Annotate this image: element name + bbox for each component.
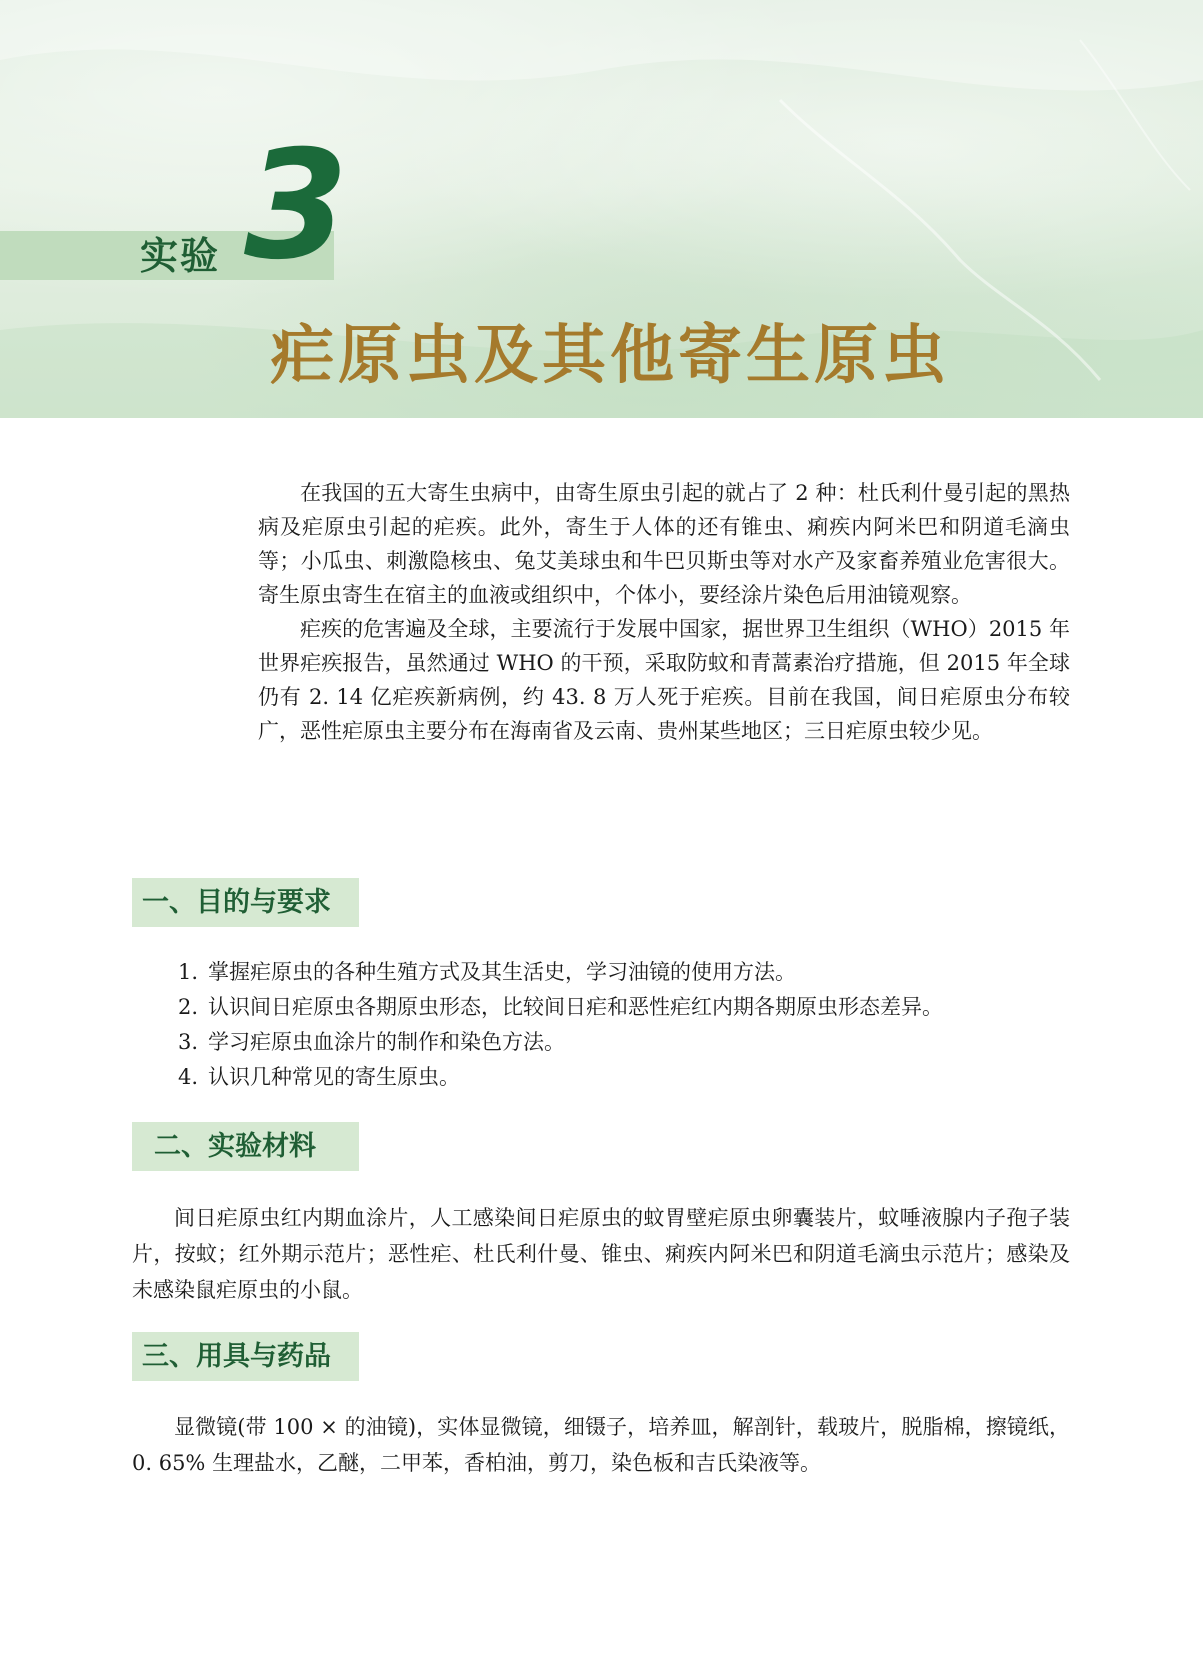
list-item-number: 2. xyxy=(178,995,199,1019)
intro-text xyxy=(258,476,1070,748)
list-item-text: 学习疟原虫血涂片的制作和染色方法。 xyxy=(208,1030,565,1054)
list-item-number: 1. xyxy=(178,960,199,984)
list-item xyxy=(178,955,943,990)
list-item-number: 4. xyxy=(178,1065,199,1089)
objectives-list xyxy=(178,955,943,1095)
list-item-text: 认识几种常见的寄生原虫。 xyxy=(208,1065,460,1089)
chapter-label: 实验 xyxy=(140,234,221,278)
tools-text: 显微镜(带 100 × 的油镜)，实体显微镜，细镊子，培养皿，解剖针，载玻片，脱脂棉，擦镜纸，0. 65% 生理盐水，乙醚，二甲苯，香柏油，剪刀，染色板和吉氏染液等。 xyxy=(132,1415,1070,1475)
section-heading-objectives: 一、目的与要求 xyxy=(132,878,359,927)
list-item xyxy=(178,1025,943,1060)
list-item xyxy=(178,1060,943,1095)
intro-paragraph: 疟疾的危害遍及全球，主要流行于发展中国家，据世界卫生组织（WHO）2015 年世界疟疾报告，虽然通过 WHO 的干预，采取防蚊和青蒿素治疗措施，但 2015 年全球仍有 2. 14 亿疟疾新病例，约 43. 8 万人死于疟疾。目前在我国，间日疟原虫分布较广，恶性疟原虫主要分布在海南省及云南、贵州某些地区；三日疟原虫较少见。 xyxy=(258,617,1070,743)
chapter-banner xyxy=(0,0,1203,418)
list-item-text: 掌握疟原虫的各种生殖方式及其生活史，学习油镜的使用方法。 xyxy=(208,960,796,984)
section-heading-materials: 二、实验材料 xyxy=(132,1122,359,1171)
list-item-text: 认识间日疟原虫各期原虫形态，比较间日疟和恶性疟红内期各期原虫形态差异。 xyxy=(208,995,943,1019)
chapter-title: 疟原虫及其他寄生原虫 xyxy=(270,319,950,393)
section-heading-tools: 三、用具与药品 xyxy=(132,1332,359,1381)
chapter-number: 3 xyxy=(244,119,349,293)
list-item-number: 3. xyxy=(178,1030,199,1054)
intro-paragraph: 在我国的五大寄生虫病中，由寄生原虫引起的就占了 2 种：杜氏利什曼引起的黑热病及疟原虫引起的疟疾。此外，寄生于人体的还有锥虫、痢疾内阿米巴和阴道毛滴虫等；小瓜虫、刺激隐核虫、兔艾美球虫和牛巴贝斯虫等对水产及家畜养殖业危害很大。寄生原虫寄生在宿主的血液或组织中，个体小，要经涂片染色后用油镜观察。 xyxy=(258,481,1070,607)
materials-text: 间日疟原虫红内期血涂片，人工感染间日疟原虫的蚊胃壁疟原虫卵囊装片，蚊唾液腺内子孢子装片，按蚊；红外期示范片；恶性疟、杜氏利什曼、锥虫、痢疾内阿米巴和阴道毛滴虫示范片；感染及未感染鼠疟原虫的小鼠。 xyxy=(132,1206,1070,1302)
list-item xyxy=(178,990,943,1025)
